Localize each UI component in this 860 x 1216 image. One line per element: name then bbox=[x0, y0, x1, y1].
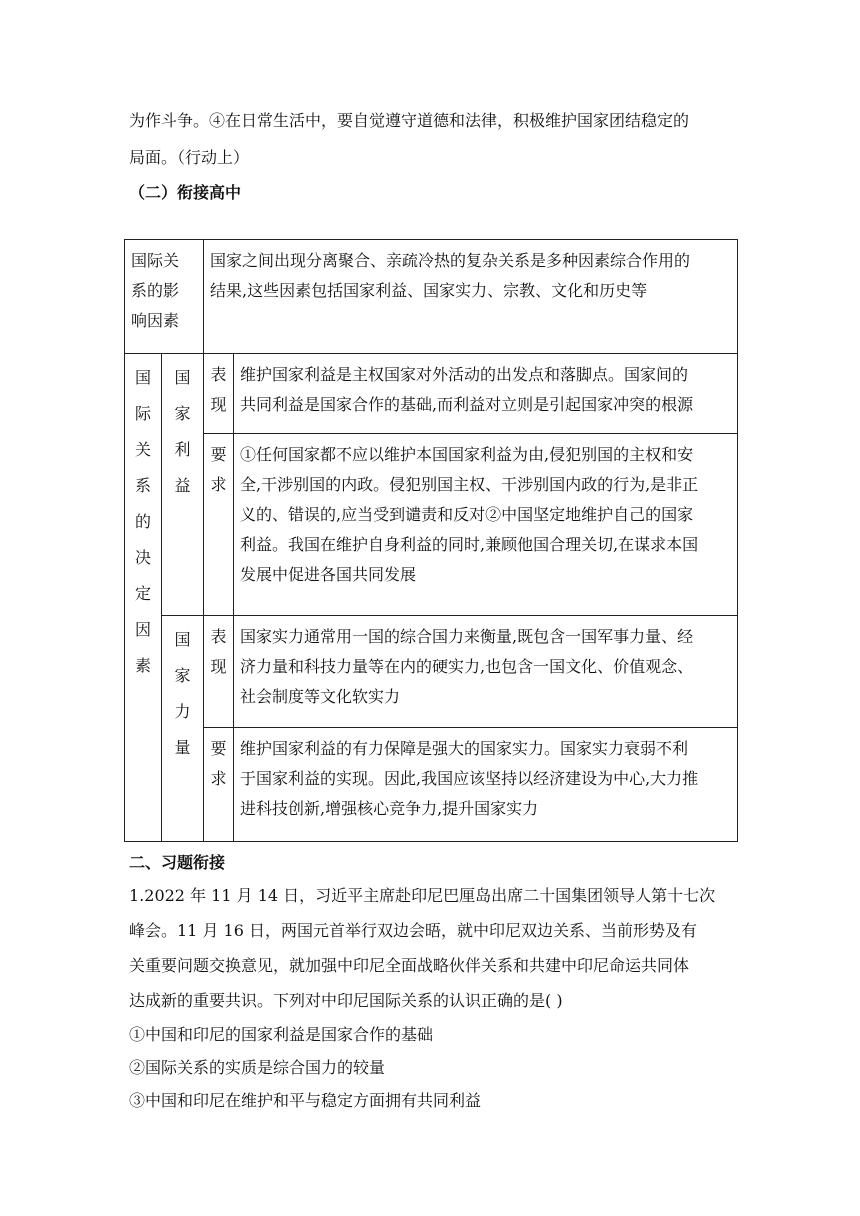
question-line: 1.2022 年 11 月 14 日，习近平主席赴印尼巴厘岛出席二十国集团领导人第十七次 bbox=[129, 886, 716, 905]
content-cell bbox=[234, 434, 738, 616]
aspect-char: 求 bbox=[210, 475, 227, 494]
group-label-char: 国 bbox=[174, 630, 191, 649]
aspect-char: 求 bbox=[210, 769, 227, 788]
text-line: 进科技创新,增强核心竞争力,提升国家实力 bbox=[240, 799, 539, 818]
text-line: 维护国家利益是主权国家对外活动的出发点和落脚点。国家间的 bbox=[240, 365, 689, 384]
aspect-char: 要 bbox=[210, 739, 227, 758]
aspect-cell bbox=[204, 728, 234, 842]
group-label-char: 益 bbox=[174, 476, 191, 495]
international-relations-table bbox=[124, 239, 738, 842]
header-label-line: 响因素 bbox=[131, 311, 180, 330]
outer-label-char: 定 bbox=[134, 584, 151, 603]
text-line: 结果,这些因素包括国家利益、国家实力、宗教、文化和历史等 bbox=[210, 281, 648, 300]
outer-label-char: 决 bbox=[134, 548, 151, 567]
text-line: 社会制度等文化软实力 bbox=[240, 687, 401, 706]
content-cell bbox=[234, 616, 738, 728]
content-cell bbox=[234, 728, 738, 842]
answer-option: ①中国和印尼的国家利益是国家合作的基础 bbox=[129, 1025, 434, 1044]
header-label-cell bbox=[125, 240, 204, 354]
text-line: 国家之间出现分离聚合、亲疏冷热的复杂关系是多种因素综合作用的 bbox=[210, 251, 691, 270]
aspect-char: 现 bbox=[210, 657, 227, 676]
group-label-char: 国 bbox=[174, 368, 191, 387]
group-label-char: 量 bbox=[174, 738, 191, 757]
outer-label-char: 际 bbox=[134, 404, 151, 423]
outer-label-char: 关 bbox=[134, 440, 151, 459]
question-line: 达成新的重要共识。下列对中印尼国际关系的认识正确的是( ) bbox=[129, 991, 563, 1010]
outer-label-char: 素 bbox=[134, 656, 151, 675]
group-label-interest bbox=[162, 354, 204, 616]
text-line: 于国家利益的实现。因此,我国应该坚持以经济建设为中心,大力推 bbox=[240, 769, 699, 788]
aspect-cell bbox=[204, 354, 234, 434]
group-label-char: 力 bbox=[174, 702, 191, 721]
header-label-line: 国际关 bbox=[131, 251, 180, 270]
header-content-cell bbox=[204, 240, 738, 354]
text-line: 维护国家利益的有力保障是强大的国家实力。国家实力衰弱不利 bbox=[240, 739, 689, 758]
text-line: 国家实力通常用一国的综合国力来衡量,既包含一国军事力量、经 bbox=[240, 627, 694, 646]
text-line: 全,干涉别国的内政。侵犯别国主权、干涉别国内政的行为,是非正 bbox=[240, 475, 699, 494]
question-line: 峰会。11 月 16 日，两国元首举行双边会晤，就中印尼双边关系、当前形势及有 bbox=[129, 921, 697, 940]
outer-label-char: 国 bbox=[134, 368, 151, 387]
group-label-char: 家 bbox=[174, 666, 191, 685]
group-label-strength bbox=[162, 616, 204, 842]
text-line: 济力量和科技力量等在内的硬实力,也包含一国文化、价值观念、 bbox=[240, 657, 694, 676]
outer-label-char: 因 bbox=[134, 620, 151, 639]
text-line: 义的、错误的,应当受到谴责和反对②中国坚定地维护自己的国家 bbox=[240, 505, 694, 524]
header-label-line: 系的影 bbox=[131, 281, 180, 300]
answer-option: ③中国和印尼在维护和平与稳定方面拥有共同利益 bbox=[129, 1091, 482, 1110]
intro-line-1: 为作斗争。④在日常生活中，要自觉遵守道德和法律，积极维护国家团结稳定的 bbox=[129, 111, 690, 130]
text-line: ①任何国家都不应以维护本国国家利益为由,侵犯别国的主权和安 bbox=[240, 445, 694, 464]
aspect-cell bbox=[204, 434, 234, 616]
text-line: 利益。我国在维护自身利益的同时,兼顾他国合理关切,在谋求本国 bbox=[240, 535, 699, 554]
aspect-char: 表 bbox=[210, 627, 227, 646]
section-heading-exercises: 二、习题衔接 bbox=[129, 853, 226, 872]
aspect-cell bbox=[204, 616, 234, 728]
section-heading-bridge: （二）衔接高中 bbox=[129, 183, 242, 202]
group-label-char: 利 bbox=[174, 440, 191, 459]
group-label-char: 家 bbox=[174, 404, 191, 423]
content-cell bbox=[234, 354, 738, 434]
text-line: 发展中促进各国共同发展 bbox=[240, 565, 417, 584]
aspect-char: 现 bbox=[210, 395, 227, 414]
outer-label-cell bbox=[125, 354, 162, 842]
intro-line-2: 局面。（行动上） bbox=[129, 148, 250, 167]
text-line: 共同利益是国家合作的基础,而利益对立则是引起国家冲突的根源 bbox=[240, 395, 694, 414]
outer-label-char: 系 bbox=[134, 476, 151, 495]
answer-option: ②国际关系的实质是综合国力的较量 bbox=[129, 1058, 386, 1077]
aspect-char: 要 bbox=[210, 445, 227, 464]
outer-label-char: 的 bbox=[134, 512, 151, 531]
question-line: 关重要问题交换意见，就加强中印尼全面战略伙伴关系和共建中印尼命运共同体 bbox=[129, 956, 690, 975]
aspect-char: 表 bbox=[210, 365, 227, 384]
